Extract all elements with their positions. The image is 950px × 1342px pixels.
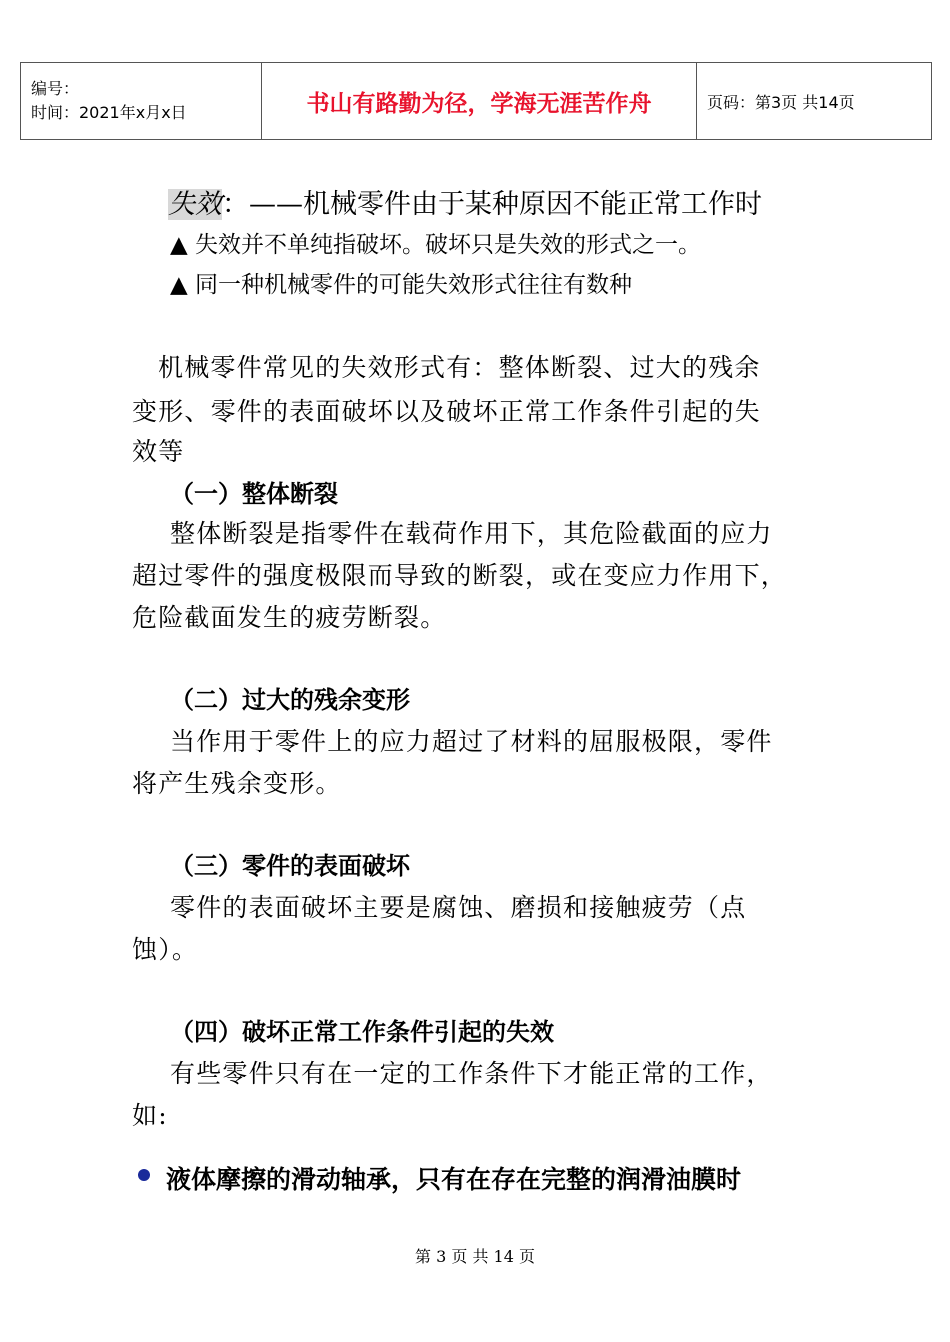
intro-line-3: 效等 <box>132 437 185 466</box>
bullet-item <box>166 1160 741 1196</box>
section-3-line-2: 蚀）。 <box>132 935 199 964</box>
page-footer: 第 3 页 共 14 页 <box>415 1247 535 1266</box>
section-1-title: （一）整体断裂 <box>170 480 338 508</box>
definition-term: 失效 <box>168 189 222 220</box>
section-3-title: （三）零件的表面破坏 <box>170 852 410 880</box>
header-meta <box>21 63 262 140</box>
intro-line-1: 机械零件常见的失效形式有：整体断裂、过大的残余 <box>158 353 761 382</box>
triangle-note-1: ▲ 失效并不单纯指破坏。破坏只是失效的形式之一。 <box>170 232 701 258</box>
bullet-text: 液体摩擦的滑动轴承，只有在存在完整的润滑油膜时 <box>166 1165 742 1194</box>
section-1-line-3: 危险截面发生的疲劳断裂。 <box>132 603 447 632</box>
section-2-line-1: 当作用于零件上的应力超过了材料的屈服极限，零件 <box>170 727 773 756</box>
section-4-line-1: 有些零件只有在一定的工作条件下才能正常的工作， <box>170 1059 773 1088</box>
header-table <box>20 62 932 140</box>
time-label: 时间：2021年x月x日 <box>31 103 187 122</box>
triangle-note-2: ▲ 同一种机械零件的可能失效形式往往有数种 <box>170 272 632 298</box>
section-4-title: （四）破坏正常工作条件引起的失效 <box>170 1018 554 1046</box>
definition-text: ：——机械零件由于某种原因不能正常工作时 <box>222 189 762 220</box>
section-1-line-2: 超过零件的强度极限而导致的断裂，或在变应力作用下， <box>132 561 788 590</box>
section-1-line-1: 整体断裂是指零件在载荷作用下，其危险截面的应力 <box>170 519 773 548</box>
intro-line-2: 变形、零件的表面破坏以及破坏正常工作条件引起的失 <box>132 397 761 426</box>
header-page-info: 页码：第3页 共14页 <box>697 63 932 140</box>
definition-line <box>168 182 762 221</box>
bullet-dot-icon <box>138 1169 150 1181</box>
header-motto: 书山有路勤为径，学海无涯苦作舟 <box>262 63 697 140</box>
section-2-title: （二）过大的残余变形 <box>170 686 410 714</box>
section-4-line-2: 如: <box>132 1101 168 1130</box>
number-label: 编号： <box>31 79 80 98</box>
section-3-line-1: 零件的表面破坏主要是腐蚀、磨损和接触疲劳（点 <box>170 893 747 922</box>
section-2-line-2: 将产生残余变形。 <box>132 769 342 798</box>
